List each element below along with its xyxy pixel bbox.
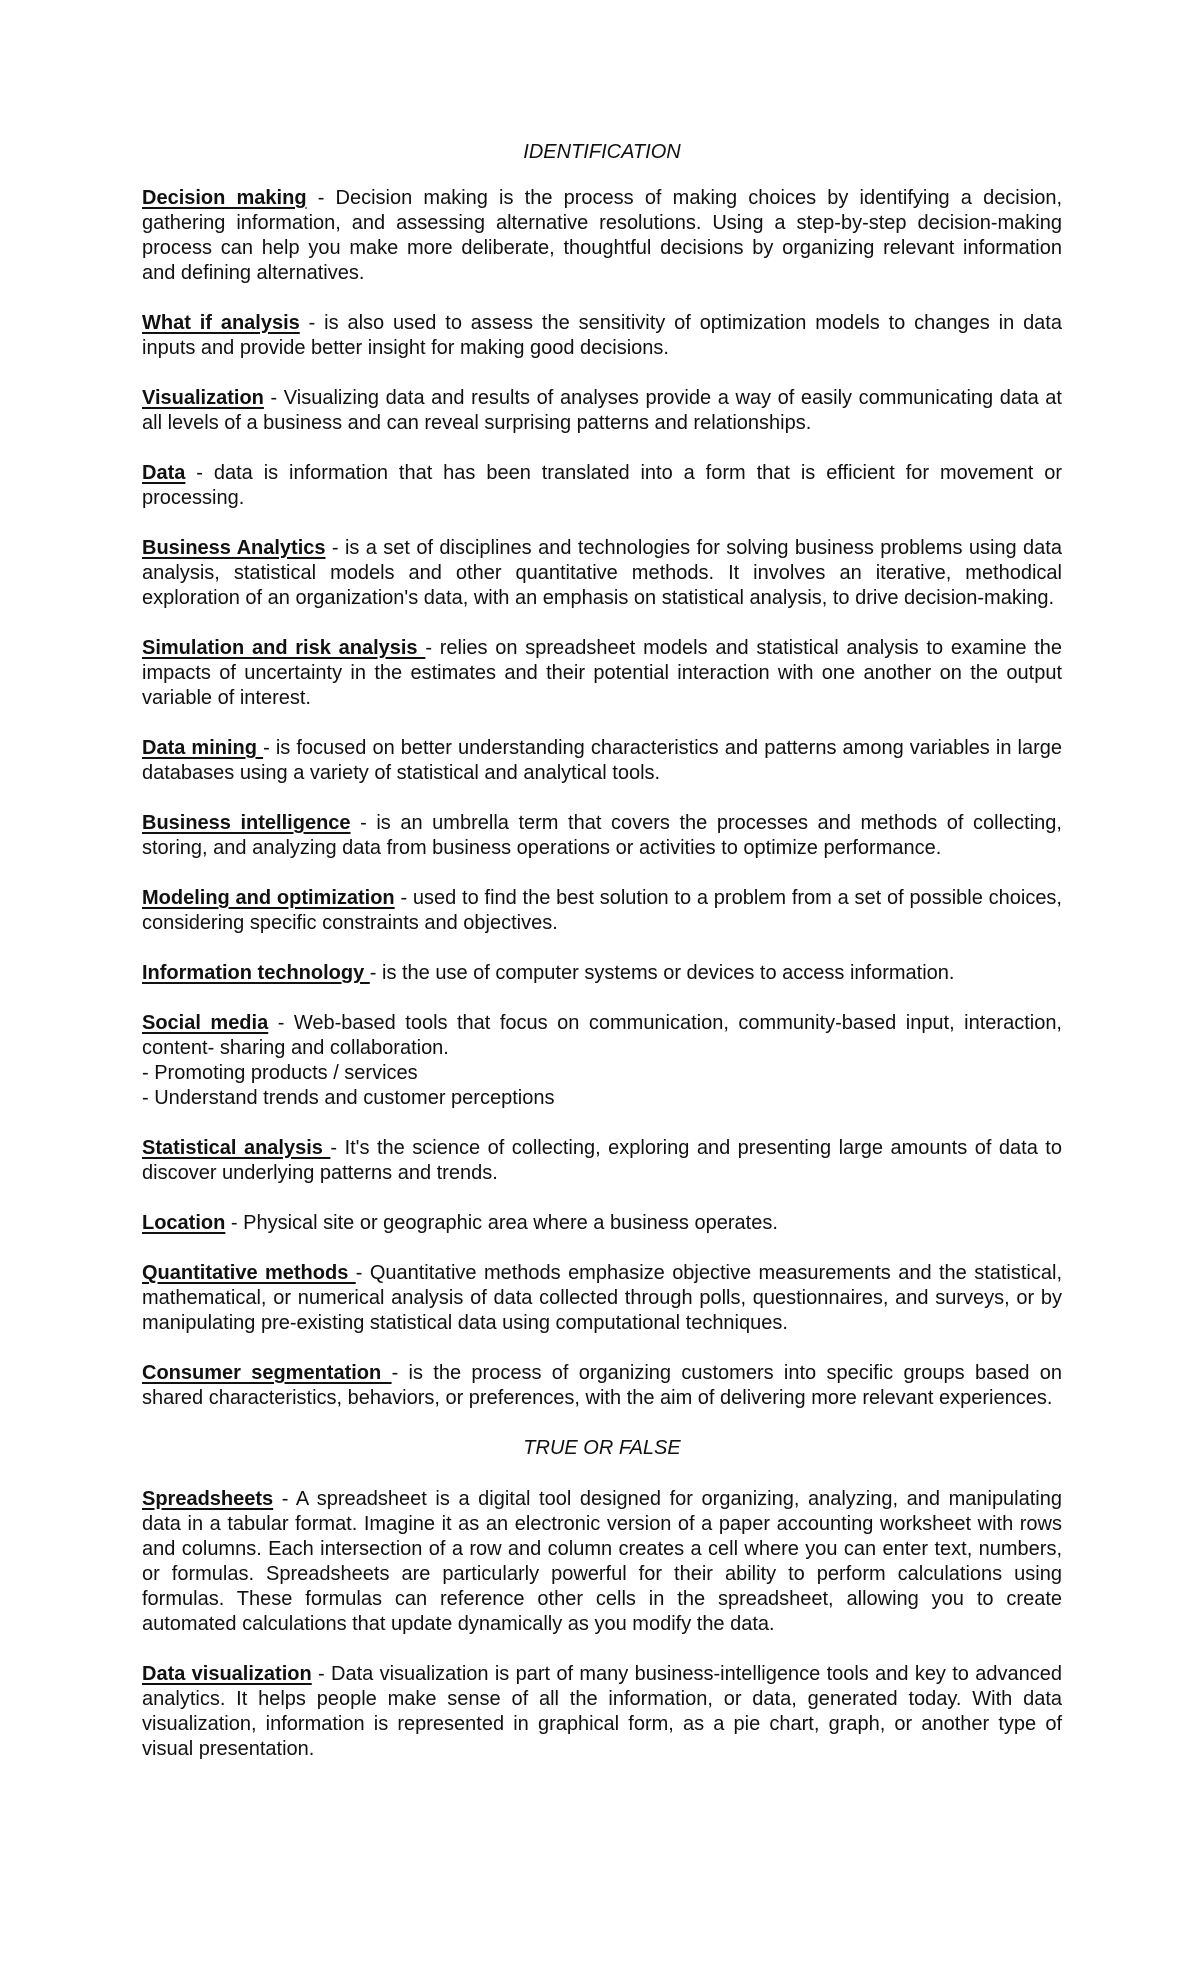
definition: Web-based tools that focus on communication, community-based input, interaction, content- sharing and collaboration.	[142, 1012, 1062, 1059]
separator: -	[273, 1488, 296, 1510]
separator: -	[350, 812, 377, 834]
term: Quantitative methods	[142, 1262, 356, 1284]
entry-modeling-and-optimization	[142, 886, 1062, 936]
bullet-line: - Understand trends and customer perceptions	[142, 1087, 555, 1109]
definition: Data visualization is part of many business-intelligence tools and key to advanced analytics. It helps people make sense of all the information, or data, generated today. With data visualization, information is represented in graphical form, as a pie chart, graph, or another type of visual presentation.	[142, 1663, 1062, 1760]
identification-list	[142, 186, 1062, 1411]
entry-quantitative-methods	[142, 1261, 1062, 1336]
definition: is a set of disciplines and technologies for solving business problems using data analysis, statistical models and other quantitative methods. It involves an iterative, methodical exploration of an organization's data, with an emphasis on statistical analysis, to drive decision-making.	[142, 537, 1062, 609]
separator: -	[263, 387, 284, 409]
separator: -	[185, 462, 214, 484]
separator: -	[306, 187, 336, 209]
term: Data	[142, 462, 186, 484]
true-or-false-heading: TRUE OR FALSE	[523, 1437, 681, 1459]
definition: used to find the best solution to a problem from a set of possible choices, considering specific constraints and objectives.	[142, 887, 1062, 934]
separator: -	[225, 1212, 244, 1234]
separator: -	[268, 1012, 294, 1034]
separator: -	[394, 887, 413, 909]
term: Data mining	[142, 737, 264, 759]
term: Statistical analysis	[142, 1137, 331, 1159]
separator: -	[355, 1262, 370, 1284]
identification-heading: IDENTIFICATION	[523, 141, 681, 163]
entry-social-media	[142, 1011, 1062, 1111]
entry-business-intelligence	[142, 811, 1062, 861]
entry-spreadsheets	[142, 1487, 1062, 1637]
definition: is focused on better understanding characteristics and patterns among variables in large databases using a variety of statistical and analytical tools.	[142, 737, 1063, 784]
term: Consumer segmentation	[142, 1362, 392, 1384]
separator: -	[425, 637, 440, 659]
entry-what-if-analysis	[142, 311, 1062, 361]
entry-location	[142, 1211, 1062, 1236]
definition: is the use of computer systems or devices to access information.	[382, 962, 955, 984]
entry-visualization	[142, 386, 1062, 436]
entry-information-technology	[142, 961, 1062, 986]
definition: Decision making is the process of making choices by identifying a decision, gathering information, and assessing alternative resolutions. Using a step-by-step decision-making process can help you make more deliberate, thoughtful decisions by organizing relevant information and defining alternatives.	[142, 187, 1063, 284]
separator: -	[263, 737, 276, 759]
term: Modeling and optimization	[142, 887, 395, 909]
term: Simulation and risk analysis	[142, 637, 426, 659]
true-or-false-list	[142, 1487, 1062, 1762]
term: Visualization	[142, 387, 264, 409]
bullet-line: - Promoting products / services	[142, 1062, 418, 1084]
entry-data-visualization	[142, 1662, 1062, 1762]
entry-business-analytics	[142, 536, 1062, 611]
term: Business intelligence	[142, 812, 351, 834]
term: Spreadsheets	[142, 1488, 274, 1510]
term: Information technology	[142, 962, 370, 984]
entry-statistical-analysis	[142, 1136, 1062, 1186]
separator: -	[330, 1137, 345, 1159]
term: Location	[142, 1212, 226, 1234]
separator: -	[391, 1362, 409, 1384]
term: Social media	[142, 1012, 269, 1034]
definition: Visualizing data and results of analyses provide a way of easily communicating data at all levels of a business and can reveal surprising patterns and relationships.	[142, 387, 1062, 434]
separator: -	[299, 312, 325, 334]
definition: data is information that has been translated into a form that is efficient for movement or processing.	[142, 462, 1063, 509]
entry-data-mining	[142, 736, 1062, 786]
separator: -	[325, 537, 345, 559]
term: What if analysis	[142, 312, 300, 334]
definition: Physical site or geographic area where a business operates.	[243, 1212, 778, 1234]
definition: is also used to assess the sensitivity of optimization models to changes in data inputs and provide better insight for making good decisions.	[142, 312, 1062, 359]
definition: A spreadsheet is a digital tool designed for organizing, analyzing, and manipulating data in a tabular format. Imagine it as an electronic version of a paper accounting worksheet with rows and columns. Each intersection of a row and column creates a cell where you can enter text, numbers, or formulas. Spreadsheets are particularly powerful for their ability to perform calculations using formulas. These formulas can reference other cells in the spreadsheet, allowing you to create automated calculations that update dynamically as you modify the data.	[142, 1488, 1062, 1635]
definition: Quantitative methods emphasize objective measurements and the statistical, mathematical, or numerical analysis of data collected through polls, questionnaires, and surveys, or by manipulating pre-existing statistical data using computational techniques.	[142, 1262, 1063, 1334]
definition: is an umbrella term that covers the processes and methods of collecting, storing, and analyzing data from business operations or activities to optimize performance.	[142, 812, 1062, 859]
definition: relies on spreadsheet models and statistical analysis to examine the impacts of uncertainty in the estimates and their potential interaction with one another on the output variable of interest.	[142, 637, 1063, 709]
entry-simulation-and-risk-analysis	[142, 636, 1062, 711]
entry-consumer-segmentation	[142, 1361, 1062, 1411]
term: Decision making	[142, 187, 307, 209]
definition: It's the science of collecting, exploring and presenting large amounts of data to discover underlying patterns and trends.	[142, 1137, 1062, 1184]
document-page	[142, 140, 1062, 1787]
definition: is the process of organizing customers into specific groups based on shared characteristics, behaviors, or preferences, with the aim of delivering more relevant experiences.	[142, 1362, 1062, 1409]
term: Data visualization	[142, 1663, 312, 1685]
term: Business Analytics	[142, 537, 326, 559]
entry-data	[142, 461, 1062, 511]
separator: -	[311, 1663, 331, 1685]
separator: -	[369, 962, 382, 984]
entry-decision-making	[142, 186, 1062, 286]
